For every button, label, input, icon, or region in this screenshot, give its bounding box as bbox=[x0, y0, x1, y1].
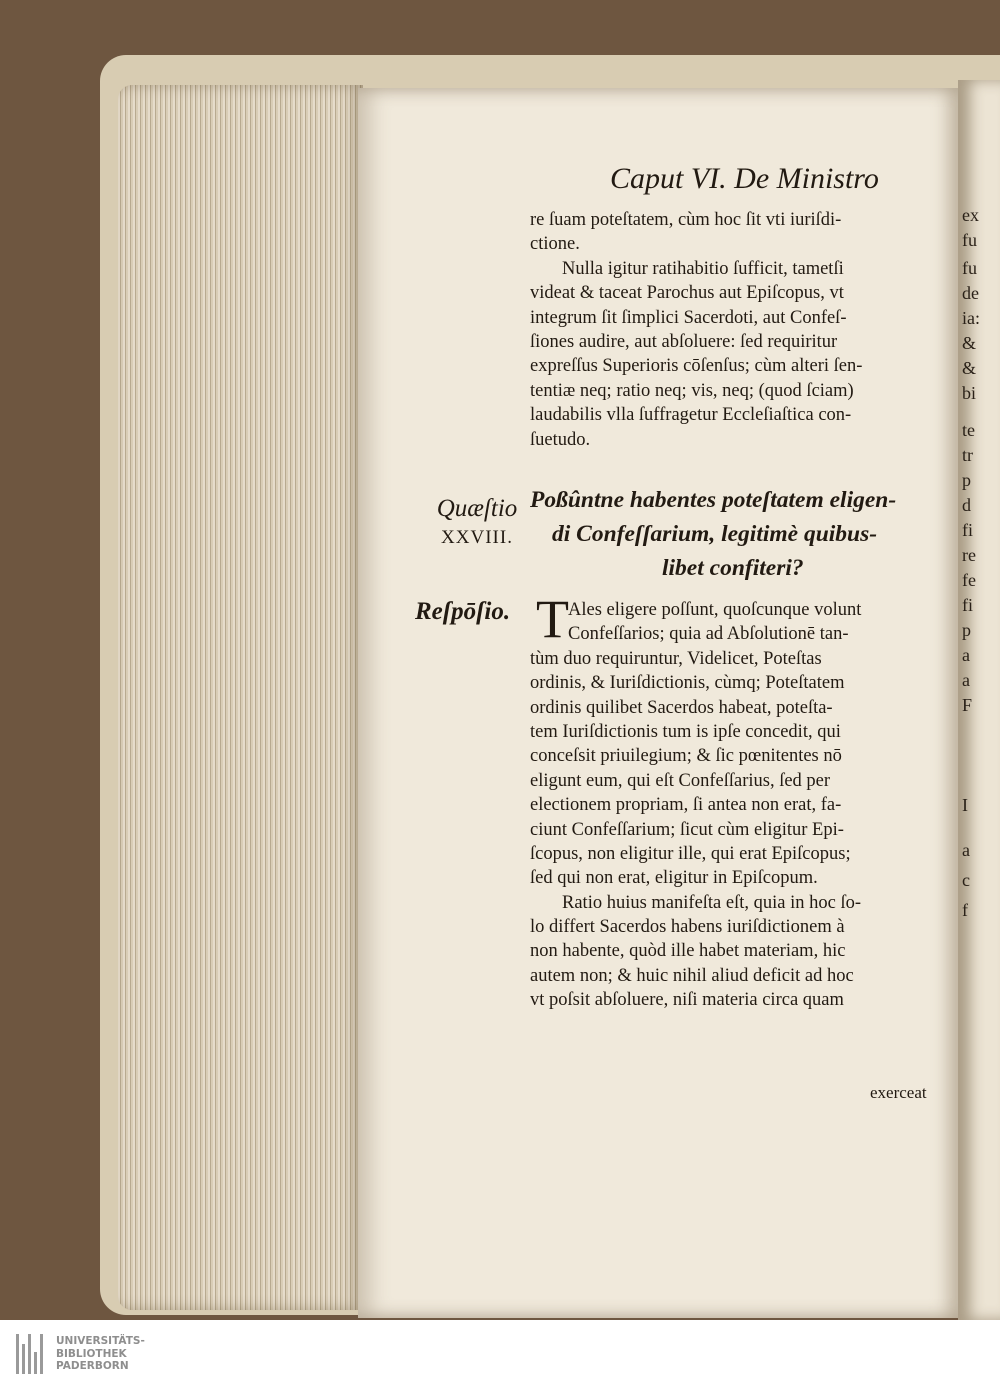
facing-page-fragment: fu bbox=[962, 258, 977, 278]
text-line: ordinis, & Iuriſdictionis, cùmq; Poteſtatem bbox=[530, 673, 845, 694]
logo-line: PADERBORN bbox=[56, 1360, 129, 1372]
text-line: tentiæ neq; ratio neq; vis, neq; (quod ſciam) bbox=[530, 380, 854, 401]
question-line: libet confiteri? bbox=[662, 555, 804, 581]
facing-page-fragment: F bbox=[962, 695, 973, 715]
margin-quaestio bbox=[422, 495, 532, 549]
facing-page-fragment: a bbox=[962, 645, 970, 665]
text-line: non habente, quòd ille habet materiam, hic bbox=[530, 941, 846, 962]
text-line: eligunt eum, qui eſt Confeſſarius, ſed per bbox=[530, 770, 831, 791]
running-header: Caput VI. De Ministro bbox=[610, 162, 879, 195]
facing-page-fragment: fu bbox=[962, 230, 977, 250]
facing-page-fragment: p bbox=[962, 620, 971, 640]
text-line: ſiones audire, aut abſoluere: ſed requiritur bbox=[530, 331, 838, 352]
text-line: ordinis quilibet Sacerdos habeat, poteſta- bbox=[530, 697, 833, 718]
text-line: ſcopus, non eligitur ille, qui erat Epiſcopus; bbox=[530, 843, 851, 864]
text-line: Ales eligere poſſunt, quoſcunque volunt bbox=[568, 600, 862, 620]
text-line: tem Iuriſdictionis tum is ipſe concedit, qui bbox=[530, 721, 841, 742]
facing-page-fragment: ia: bbox=[962, 308, 980, 328]
quaestio-number: XXVIII. bbox=[441, 527, 513, 548]
text-line: Confeſſarios; quia ad Abſolutionē tan- bbox=[568, 624, 849, 645]
text-line: vt poſsit abſoluere, niſi materia circa quam bbox=[530, 990, 844, 1011]
logo-mark-icon bbox=[16, 1334, 50, 1374]
page-block-edges bbox=[118, 85, 363, 1310]
text-line: ctione. bbox=[530, 234, 580, 255]
quaestio-label: Quæſtio bbox=[436, 495, 518, 522]
facing-page-fragment: & bbox=[962, 358, 977, 378]
facing-page-fragment: I bbox=[962, 795, 968, 815]
text-line: Ratio huius manifeſta eſt, quia in hoc ſo- bbox=[562, 892, 862, 913]
facing-page-fragment: tr bbox=[962, 445, 973, 465]
text-line: Nulla igitur ratihabitio ſufficit, tametſi bbox=[562, 258, 844, 279]
facing-page-fragment: & bbox=[962, 333, 977, 353]
drop-cap: T bbox=[536, 589, 569, 649]
answer-paragraph bbox=[530, 598, 940, 1013]
text-line: electionem propriam, ſi antea non erat, fa- bbox=[530, 795, 842, 816]
text-line: laudabilis vlla ſuffragetur Eccleſiaſtica con- bbox=[530, 405, 852, 426]
facing-page-fragment: a bbox=[962, 840, 970, 860]
text-line: ſuetudo. bbox=[530, 429, 591, 450]
facing-page-fragment: fe bbox=[962, 570, 976, 590]
facing-page-fragment: f bbox=[962, 900, 968, 920]
logo-line: BIBLIOTHEK bbox=[56, 1347, 127, 1360]
margin-responsio: Reſpōſio. bbox=[415, 598, 511, 625]
facing-page-fragment: c bbox=[962, 870, 970, 890]
text-line: tùm duo requiruntur, Videlicet, Poteſtas bbox=[530, 648, 822, 669]
text-line: videat & taceat Parochus aut Epiſcopus, vt bbox=[530, 283, 844, 304]
logo-line: UNIVERSITÄTS- bbox=[56, 1335, 145, 1347]
facing-page-fragment: de bbox=[962, 283, 979, 303]
facing-page bbox=[958, 80, 1000, 1320]
facing-page-fragment: re bbox=[962, 545, 976, 565]
facing-page-fragment: bi bbox=[962, 383, 977, 403]
question-line: Poßûntne habentes poteſtatem eligen- bbox=[530, 487, 897, 513]
text-line: expreſſus Superioris cōſenſus; cùm alteri ſen- bbox=[530, 356, 863, 377]
question-heading bbox=[530, 483, 950, 585]
text-line: ſed qui non erat, eligitur in Epiſcopum. bbox=[530, 868, 818, 889]
facing-page-fragment: p bbox=[962, 470, 971, 490]
facing-page-fragment: fi bbox=[962, 595, 973, 615]
question-line: di Confeſſarium, legitimè quibus- bbox=[552, 521, 878, 547]
text-line: integrum ſit ſimplici Sacerdoti, aut Confeſ- bbox=[530, 307, 847, 328]
facing-page-fragment: fi bbox=[962, 520, 973, 540]
text-line: lo differt Sacerdos habens iuriſdictionem à bbox=[530, 917, 845, 938]
text-line: autem non; & huic nihil aliud deficit ad hoc bbox=[530, 965, 854, 986]
text-line: conceſsit priuilegium; & ſic pœnitentes nō bbox=[530, 746, 842, 767]
facing-page-fragment: a bbox=[962, 670, 970, 690]
logo-text bbox=[56, 1335, 145, 1373]
intro-paragraph bbox=[530, 208, 935, 452]
facing-page-fragment: ex bbox=[962, 205, 979, 225]
facing-page-fragment: te bbox=[962, 420, 975, 440]
catchword: exerceat bbox=[870, 1083, 927, 1102]
text-line: re ſuam poteſtatem, cùm hoc ſit vti iuriſdi- bbox=[530, 210, 842, 230]
text-line: ciunt Confeſſarium; ſicut cùm eligitur Epi- bbox=[530, 819, 844, 840]
facing-page-fragment: d bbox=[962, 495, 971, 515]
